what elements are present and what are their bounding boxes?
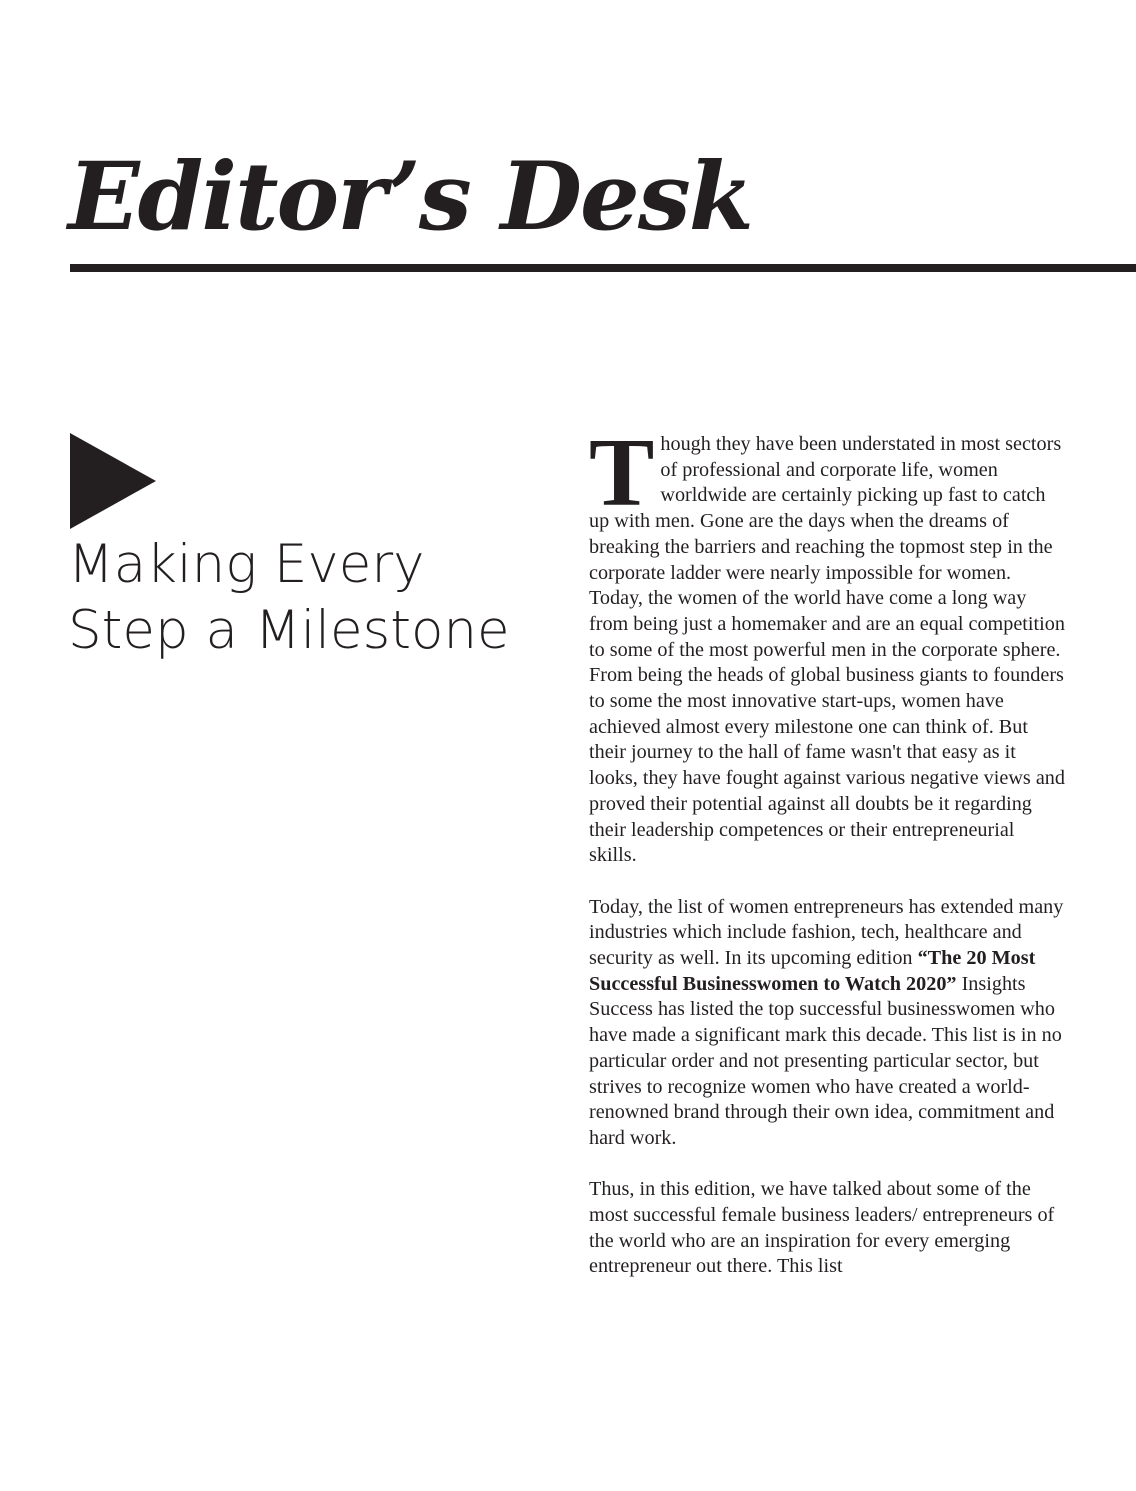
- paragraph-3: Thus, in this edition, we have talked about some of the most successful female business leaders/ entrepreneurs of the world who are an inspiration for every emerging entrepreneur out there. This list: [589, 1178, 1055, 1278]
- headline-line-2: Step a Milestone: [68, 600, 510, 661]
- drop-cap: T: [589, 419, 655, 527]
- paragraph-1: [589, 419, 1067, 869]
- headline-line-1: Making Every: [68, 534, 425, 595]
- title-divider: [70, 264, 1136, 272]
- paragraph-2: [589, 895, 1067, 1152]
- play-triangle-icon: [70, 433, 156, 529]
- article-body: [589, 419, 1067, 1306]
- page-title: Editor’s Desk: [68, 142, 752, 252]
- paragraph-2-text-after: Insights Success has listed the top successful businesswomen who have made a significant mark this decade. This list is in no particular order and not presenting particular sector, but strives to recognize women who have created a world-renowned brand through their own idea, commitment and hard work.: [589, 972, 1062, 1149]
- edition-title: “The 20 Most Successful Businesswomen to Watch 2020”: [589, 947, 1036, 995]
- paragraph-2-text-before: Today, the list of women entrepreneurs has extended many industries which include fashion, tech, healthcare and security as well. In its upcoming edition: [589, 895, 1064, 970]
- article-headline: [68, 532, 558, 664]
- paragraph-1-text: hough they have been understated in most sectors of professional and corporate life, women worldwide are certainly picking up fast to catch up with men. Gone are the days when the dreams of breaking the barriers and reaching the topmost step in the corporate ladder were nearly impossible for women. Today, the women of the world have come a long way from being just a homemaker and are an equal competition to some of the most powerful men in the corporate sphere. From being the heads of global business giants to founders to some the most innovative start-ups, women have achieved almost every milestone one can think of. But their journey to the hall of fame wasn't that easy as it looks, they have fought against various negative views and proved their potential against all doubts be it regarding their leadership competences or their entrepreneurial skills.: [589, 433, 1065, 867]
